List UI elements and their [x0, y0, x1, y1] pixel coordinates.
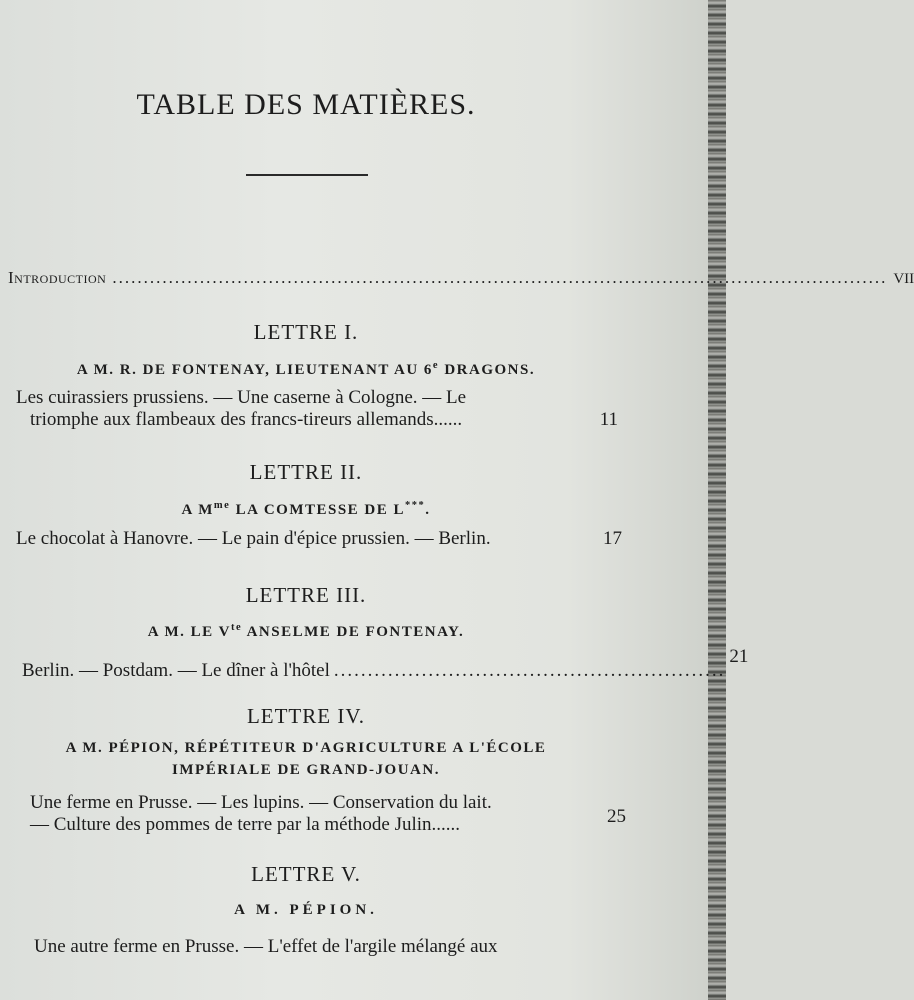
- letter-recipient: A M. LE $V^{te}$ ANSELME DE FONTENAY.: [147, 622, 465, 640]
- letter-heading: LETTRE II.: [249, 460, 363, 484]
- page-number: VII: [893, 271, 914, 287]
- page-number: 25: [607, 806, 626, 827]
- letter-heading: LETTRE I.: [253, 320, 359, 344]
- letter-summary-line: Une autre ferme en Prusse. — L'effet de l'argile mélangé aux: [34, 936, 498, 957]
- leader-dots: ............................................................................................................................: [112, 268, 888, 287]
- letter-summary-line: — Culture des pommes de terre par la méthode Julin ...... 25: [30, 806, 626, 835]
- letter-recipient: A M. R. DE FONTENAY, LIEUTENANT AU 6e DRAGONS.: [76, 360, 536, 378]
- letter-summary-line: Berlin. — Postdam. — Le dîner à l'hôtel .......................................................... 21: [22, 646, 749, 681]
- letter-recipient: IMPÉRIALE DE GRAND-JOUAN.: [172, 762, 440, 778]
- letter-recipient: A $M^{me}$ LA COMTESSE DE L***.: [181, 500, 431, 518]
- page-number: 21: [729, 646, 749, 667]
- page-number: 17: [603, 528, 622, 549]
- toc-entry-introduction: [8, 268, 914, 288]
- page-number: 11: [599, 409, 618, 430]
- letter-recipient: A M. PÉPION.: [234, 902, 378, 918]
- page-title: TABLE DES MATIÈRES.: [136, 88, 476, 121]
- letter-summary-line: Les cuirassiers prussiens. — Une caserne à Cologne. — Le: [16, 387, 467, 408]
- leader-dots: ..........................................................: [333, 660, 726, 681]
- letter-recipient: A M. PÉPION, RÉPÉTITEUR D'AGRICULTURE A L'ÉCOLE: [65, 740, 547, 756]
- letter-heading: LETTRE III.: [245, 583, 367, 607]
- letter-summary-line: Une ferme en Prusse. — Les lupins. — Conservation du lait.: [30, 792, 492, 813]
- letter-summary-line: triomphe aux flambeaux des francs-tireurs allemands ...... 11: [30, 409, 618, 430]
- letter-heading: LETTRE V.: [251, 862, 361, 886]
- letter-summary-line: Le chocolat à Hanovre. — Le pain d'épice prussien. — Berlin. 17: [16, 528, 622, 549]
- title-rule: [246, 174, 368, 176]
- page-edge: [708, 0, 726, 1000]
- letter-heading: LETTRE IV.: [246, 704, 366, 728]
- introduction-label: Introduction: [8, 268, 107, 287]
